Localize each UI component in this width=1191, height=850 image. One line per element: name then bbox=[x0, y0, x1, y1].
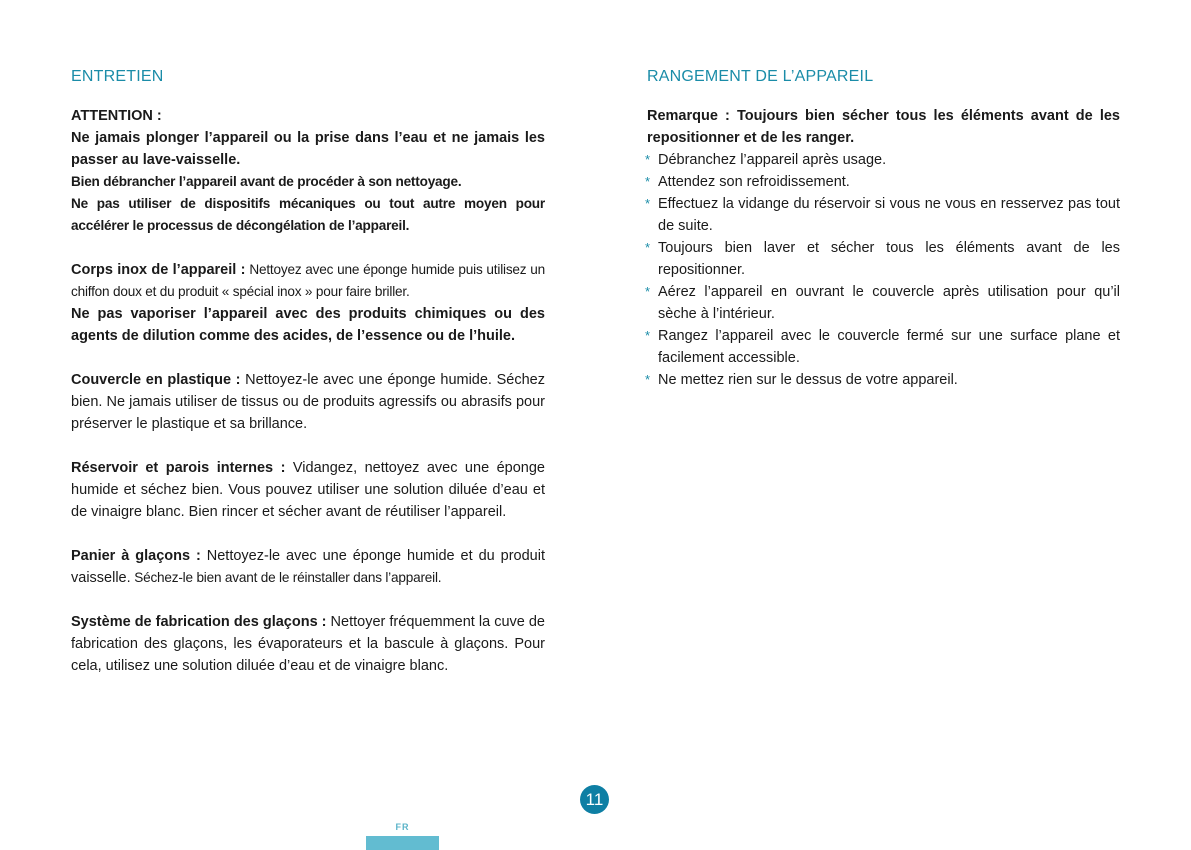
section-title-rangement: RANGEMENT DE L’APPAREIL bbox=[647, 68, 874, 85]
paragraph-systeme bbox=[71, 611, 545, 677]
left-column bbox=[71, 66, 545, 677]
systeme-label: Système de fabrication des glaçons : bbox=[71, 614, 327, 630]
asterisk-icon: * bbox=[645, 240, 651, 255]
couvercle-text: Nettoyez-le avec une éponge humide. Séchez bien. Ne jamais utiliser de tissus ou de produits agressifs ou abrasifs pour préserver le plastique et sa brillance. bbox=[71, 372, 545, 432]
list-item: * Aérez l’appareil en ouvrant le couvercle après utilisation pour qu’il sèche à l’intérieur. bbox=[647, 281, 1120, 325]
list-item: * Ne mettez rien sur le dessus de votre appareil. bbox=[647, 369, 1120, 391]
section-title-entretien: ENTRETIEN bbox=[71, 68, 164, 85]
list-item: * Rangez l’appareil avec le couvercle fermé sur une surface plane et facilement accessible. bbox=[647, 325, 1120, 369]
right-column bbox=[647, 66, 1120, 391]
asterisk-icon: * bbox=[645, 372, 651, 387]
attention-heading: ATTENTION : bbox=[71, 108, 162, 124]
language-label: FR bbox=[395, 822, 410, 832]
paragraph-couvercle bbox=[71, 369, 545, 435]
paragraph-inox bbox=[71, 259, 545, 303]
paragraph-reservoir bbox=[71, 457, 545, 523]
asterisk-icon: * bbox=[645, 196, 651, 211]
panier-label: Panier à glaçons : bbox=[71, 548, 201, 564]
inox-warning: Ne pas vaporiser l’appareil avec des produits chimiques ou des agents de dilution comme des acides, de l’essence ou de l’huile. bbox=[71, 306, 545, 344]
list-item: * Débranchez l’appareil après usage. bbox=[647, 149, 1120, 171]
storage-remark: Remarque : Toujours bien sécher tous les éléments avant de les repositionner et de les ranger. bbox=[647, 108, 1120, 146]
attention-line-1: Ne jamais plonger l’appareil ou la prise dans l’eau et ne jamais les passer au lave-vaisselle. bbox=[71, 130, 545, 168]
list-item: * Attendez son refroidissement. bbox=[647, 171, 1120, 193]
attention-line-3: Ne pas utiliser de dispositifs mécaniques ou tout autre moyen pour accélérer le processus de décongélation de l’appareil. bbox=[71, 196, 545, 233]
asterisk-icon: * bbox=[645, 284, 651, 299]
systeme-text: Nettoyer fréquemment la cuve de fabrication des glaçons, les évaporateurs et la bascule à glaçons. Pour cela, utilisez une solution diluée d’eau et de vinaigre blanc. bbox=[71, 614, 545, 674]
asterisk-icon: * bbox=[645, 152, 651, 167]
panier-text-2: Séchez-le bien avant de le réinstaller dans l’appareil. bbox=[130, 570, 442, 585]
page-number-badge: 11 bbox=[580, 785, 609, 814]
language-tab-bar bbox=[366, 836, 439, 850]
list-item: * Effectuez la vidange du réservoir si vous ne vous en resservez pas tout de suite. bbox=[647, 193, 1120, 237]
panier-text-1: Nettoyez-le avec une éponge humide et du produit vaisselle. bbox=[71, 548, 545, 586]
paragraph-panier bbox=[71, 545, 545, 589]
list-item: * Toujours bien laver et sécher tous les éléments avant de les repositionner. bbox=[647, 237, 1120, 281]
asterisk-icon: * bbox=[645, 328, 651, 343]
couvercle-label: Couvercle en plastique : bbox=[71, 372, 241, 388]
reservoir-text: Vidangez, nettoyez avec une éponge humide et séchez bien. Vous pouvez utiliser une solution diluée d’eau et de vinaigre blanc. Bien rincer et sécher avant de réutiliser l’appareil. bbox=[71, 460, 545, 520]
inox-label: Corps inox de l’appareil : bbox=[71, 262, 246, 278]
inox-text: Nettoyez avec une éponge humide puis utilisez un chiffon doux et du produit « spécial inox » pour faire briller. bbox=[71, 262, 545, 299]
reservoir-label: Réservoir et parois internes : bbox=[71, 460, 286, 476]
asterisk-icon: * bbox=[645, 174, 651, 189]
attention-line-2: Bien débrancher l’appareil avant de procéder à son nettoyage. bbox=[71, 174, 462, 189]
storage-list bbox=[647, 149, 1120, 391]
